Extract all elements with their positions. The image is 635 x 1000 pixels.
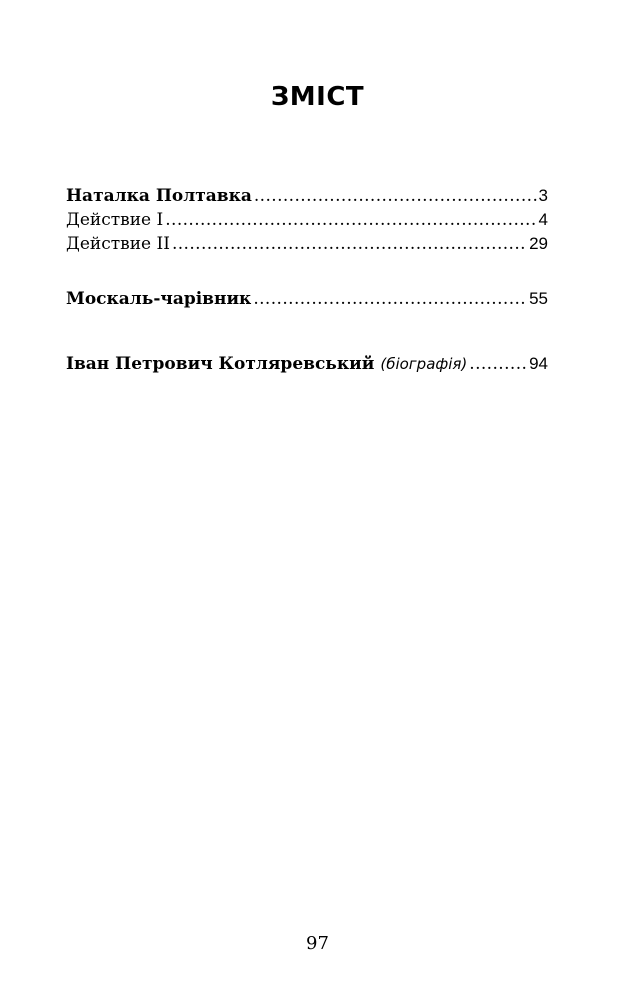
toc-group-natalka: [66, 184, 548, 256]
toc-entry-act-1: [66, 208, 548, 232]
dot-leader: [165, 208, 536, 232]
toc-entry-label: Іван Петрович Котляревський: [66, 354, 375, 374]
toc-entry-page: 55: [529, 289, 548, 308]
toc-entry-natalka-poltavka: [66, 184, 548, 208]
toc-group-moskal: [66, 287, 548, 311]
dot-leader: [172, 232, 527, 256]
toc-entry-moskal-charivnyk: [66, 287, 548, 311]
toc-entry-label: Наталка Полтавка: [66, 186, 252, 206]
toc-entry-page: 3: [538, 186, 548, 205]
page-title: ЗМІСТ: [270, 82, 365, 112]
toc-entry-label: Москаль-чарівник: [66, 289, 252, 309]
dot-leader: [254, 184, 537, 208]
toc-entry-label: Действие II: [66, 234, 170, 254]
toc-entry-note: (біографія): [380, 355, 468, 373]
toc-entry-page: 94: [529, 354, 548, 373]
toc-entry-page: 4: [538, 210, 548, 229]
toc-entry-biography: [66, 352, 548, 376]
toc-entry-label: Действие I: [66, 210, 164, 230]
toc-group-biography: [66, 352, 548, 376]
dot-leader: [469, 352, 527, 376]
toc-entry-page: 29: [529, 234, 548, 253]
toc-entry-act-2: [66, 232, 548, 256]
page-number: 97: [306, 933, 329, 954]
dot-leader: [253, 287, 527, 311]
